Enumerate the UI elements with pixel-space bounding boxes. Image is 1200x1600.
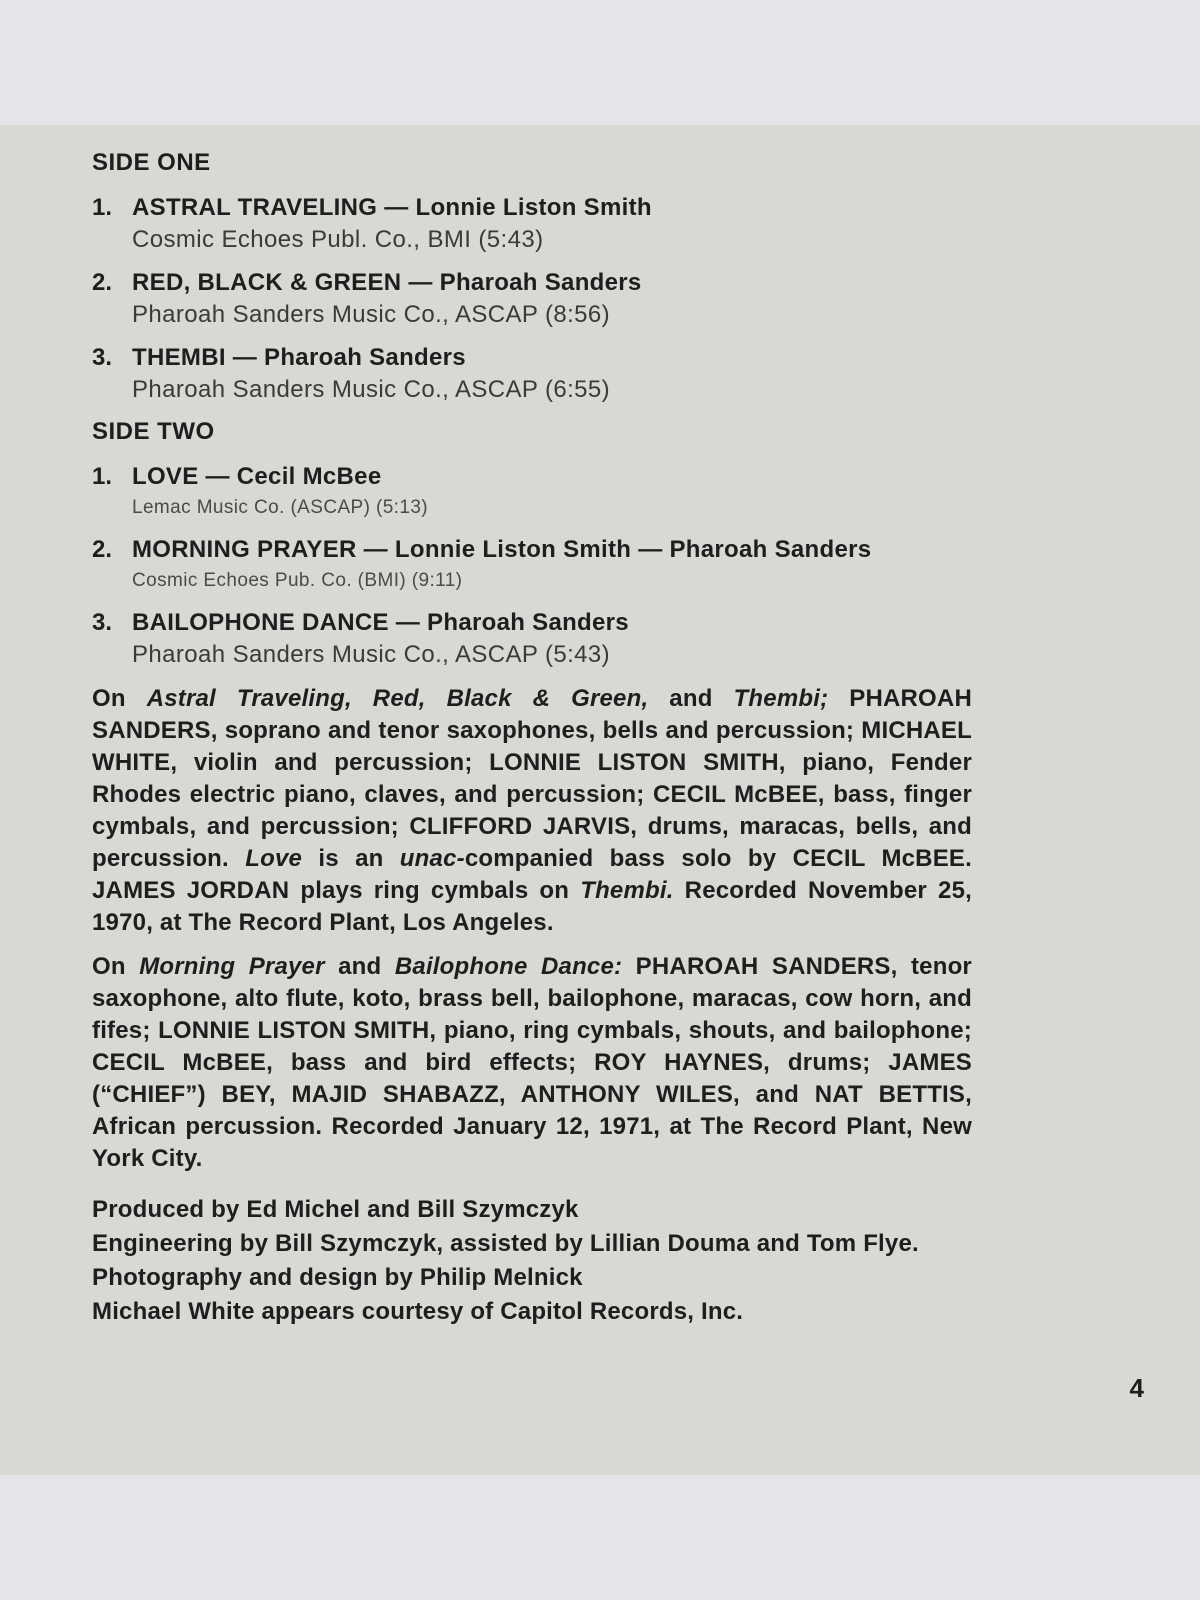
producer-credit: Produced by Ed Michel and Bill Szymczyk (92, 1196, 579, 1223)
liner-notes-content (92, 147, 972, 1329)
track-list-item (92, 533, 972, 596)
track-list-item (92, 341, 972, 406)
track-number: 2. (92, 536, 113, 563)
track-list-item (92, 460, 972, 523)
track-number: 1. (92, 463, 113, 490)
track-publisher: Pharoah Sanders Music Co., ASCAP (8:56) (132, 301, 611, 328)
track-number: 3. (92, 609, 113, 636)
courtesy-credit: Michael White appears courtesy of Capitol Records, Inc. (92, 1298, 744, 1325)
track-publisher: Lemac Music Co. (ASCAP) (5:13) (132, 497, 429, 518)
track-list-item (92, 266, 972, 331)
track-title: ASTRAL TRAVELING — Lonnie Liston Smith (132, 194, 652, 221)
track-title: THEMBI — Pharoah Sanders (132, 344, 466, 371)
track-list-item (92, 191, 972, 256)
track-title: BAILOPHONE DANCE — Pharoah Sanders (132, 609, 629, 636)
track-title: RED, BLACK & GREEN — Pharoah Sanders (132, 269, 642, 296)
track-number: 1. (92, 194, 113, 221)
engineering-credit: Engineering by Bill Szymczyk, assisted by Lillian Douma and Tom Flye. (92, 1230, 919, 1257)
page-number: 4 (1129, 1373, 1144, 1403)
photography-credit: Photography and design by Philip Melnick (92, 1264, 583, 1291)
track-number: 2. (92, 269, 113, 296)
track-title: MORNING PRAYER — Lonnie Liston Smith — Pharoah Sanders (132, 536, 872, 563)
track-publisher: Cosmic Echoes Pub. Co. (BMI) (9:11) (132, 570, 463, 591)
personnel-paragraph-session-2: On Morning Prayer and Bailophone Dance: PHAROAH SANDERS, tenor saxophone, alto flute, koto, brass bell, bailophone, maracas, cow horn, and fifes; LONNIE LISTON SMITH, piano, ring cymbals, shouts, and bailophone; CECIL McBEE, bass and bird effects; ROY HAYNES, drums; JAMES (“CHIEF”) BEY, MAJID SHABAZZ, ANTHONY WILES, and NAT BETTIS, African percussion. Recorded January 12, 1971, at The Record Plant, New York City. (92, 953, 972, 1172)
track-publisher: Pharoah Sanders Music Co., ASCAP (6:55) (132, 376, 611, 403)
side-two-heading: SIDE TWO (92, 418, 215, 445)
track-number: 3. (92, 344, 113, 371)
track-title: LOVE — Cecil McBee (132, 463, 382, 490)
side-one-heading: SIDE ONE (92, 149, 211, 176)
track-publisher: Pharoah Sanders Music Co., ASCAP (5:43) (132, 641, 611, 668)
track-list-item (92, 606, 972, 671)
credits-block (92, 1193, 972, 1329)
track-publisher: Cosmic Echoes Publ. Co., BMI (5:43) (132, 226, 544, 253)
personnel-paragraph-session-1: On Astral Traveling, Red, Black & Green, and Thembi; PHAROAH SANDERS, soprano and tenor saxophones, bells and percussion; MICHAEL WHITE, violin and percussion; LONNIE LISTON SMITH, piano, Fender Rhodes electric piano, claves, and percussion; CECIL McBEE, bass, finger cymbals, and percussion; CLIFFORD JARVIS, drums, maracas, bells, and percussion. Love is an unac-companied bass solo by CECIL McBEE. JAMES JORDAN plays ring cymbals on Thembi. Recorded November 25, 1970, at The Record Plant, Los Angeles. (92, 685, 972, 936)
liner-notes-page (0, 125, 1200, 1475)
